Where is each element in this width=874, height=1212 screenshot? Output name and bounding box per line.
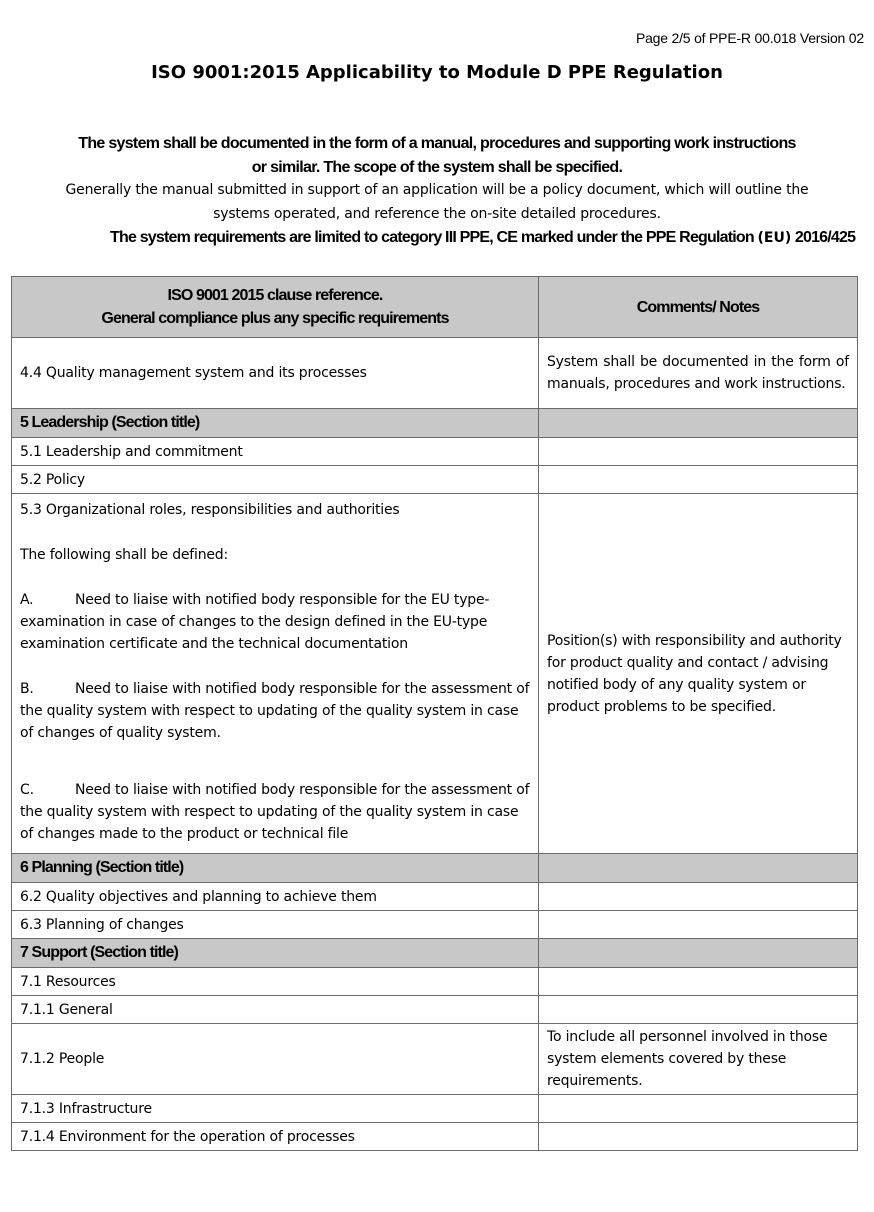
clause-cell: 4.4 Quality management system and its processes <box>12 338 539 409</box>
section-row <box>12 409 858 438</box>
clause-cell: 7.1.3 Infrastructure <box>12 1095 539 1123</box>
clause-cell: 5.2 Policy <box>12 466 539 494</box>
section-row <box>12 854 858 883</box>
table-row <box>12 438 858 466</box>
table-row <box>12 883 858 911</box>
comments-column-header: Comments/ Notes <box>539 277 858 338</box>
clause-intro: The following shall be defined: <box>20 547 229 563</box>
intro-line-1: The system shall be documented in the form of a manual, procedures and supporting work instructions <box>78 135 796 152</box>
comment-cell <box>539 438 858 466</box>
comment-cell: Position(s) with responsibility and authority for product quality and contact / advising notified body of any quality system or product problems to be specified. <box>539 494 858 854</box>
clause-header-line-1: ISO 9001 2015 clause reference. <box>167 287 383 304</box>
table-row <box>12 1095 858 1123</box>
item-text: Need to liaise with notified body responsible for the EU type-examination in case of changes to the design defined in the EU-type examination certificate and the technical documentation <box>20 592 490 652</box>
table-row <box>12 996 858 1024</box>
clause-column-header <box>12 277 539 338</box>
comment-cell <box>539 466 858 494</box>
table-row <box>12 466 858 494</box>
section-comment-cell <box>539 939 858 968</box>
table-row <box>12 494 858 854</box>
table-row <box>12 1024 858 1095</box>
table-row <box>12 968 858 996</box>
section-comment-cell <box>539 409 858 438</box>
scope-statement <box>0 226 874 251</box>
section-row <box>12 939 858 968</box>
comment-cell <box>539 1095 858 1123</box>
item-letter: C. <box>20 782 34 798</box>
section-title: 6 Planning (Section title) <box>12 854 539 883</box>
intro-line-3: Generally the manual submitted in support of an application will be a policy document, which will outline the <box>65 182 809 198</box>
comment-cell <box>539 883 858 911</box>
clause-cell: 7.1.1 General <box>12 996 539 1024</box>
comment-cell <box>539 996 858 1024</box>
item-letter: B. <box>20 681 34 697</box>
table-row <box>12 911 858 939</box>
clause-cell <box>12 494 539 854</box>
requirement-item-c <box>20 779 530 845</box>
clause-cell: 7.1.4 Environment for the operation of processes <box>12 1123 539 1151</box>
section-title: 5 Leadership (Section title) <box>12 409 539 438</box>
comment-cell <box>539 1123 858 1151</box>
section-title: 7 Support (Section title) <box>12 939 539 968</box>
table-row <box>12 1123 858 1151</box>
comment-cell <box>539 968 858 996</box>
item-letter: A. <box>20 592 34 608</box>
page-reference: Page 2/5 of PPE-R 00.018 Version 02 <box>635 30 864 46</box>
clause-cell: 6.2 Quality objectives and planning to achieve them <box>12 883 539 911</box>
comment-cell <box>539 911 858 939</box>
requirement-item-a <box>20 589 530 655</box>
clause-cell: 5.1 Leadership and commitment <box>12 438 539 466</box>
requirement-item-b <box>20 678 530 744</box>
clause-heading: 5.3 Organizational roles, responsibilities and authorities <box>20 502 400 518</box>
section-comment-cell <box>539 854 858 883</box>
clause-header-line-2: General compliance plus any specific requirements <box>101 310 449 327</box>
comment-cell: System shall be documented in the form of manuals, procedures and work instructions. <box>539 338 858 409</box>
scope-regulation: 2016/425 <box>791 229 856 246</box>
item-text: Need to liaise with notified body responsible for the assessment of the quality system with respect to updating of the quality system in case of changes of quality system. <box>20 681 530 741</box>
clause-cell: 7.1 Resources <box>12 968 539 996</box>
intro-text <box>0 132 874 251</box>
scope-text: The system requirements are limited to category III PPE, CE marked under the PPE Regulation <box>110 229 758 246</box>
clause-cell: 6.3 Planning of changes <box>12 911 539 939</box>
table-row <box>12 338 858 409</box>
table-header-row <box>12 277 858 338</box>
document-title: ISO 9001:2015 Applicability to Module D PPE Regulation <box>151 62 723 83</box>
applicability-table <box>11 276 858 1151</box>
scope-eu: (EU) <box>757 230 792 246</box>
item-text: Need to liaise with notified body responsible for the assessment of the quality system with respect to updating of the quality system in case of changes made to the product or technical file <box>20 782 530 842</box>
intro-line-2: or similar. The scope of the system shall be specified. <box>251 158 623 176</box>
comment-cell: To include all personnel involved in those system elements covered by these requirements. <box>539 1024 858 1095</box>
clause-cell: 7.1.2 People <box>12 1024 539 1095</box>
intro-line-4: systems operated, and reference the on-site detailed procedures. <box>213 205 661 222</box>
